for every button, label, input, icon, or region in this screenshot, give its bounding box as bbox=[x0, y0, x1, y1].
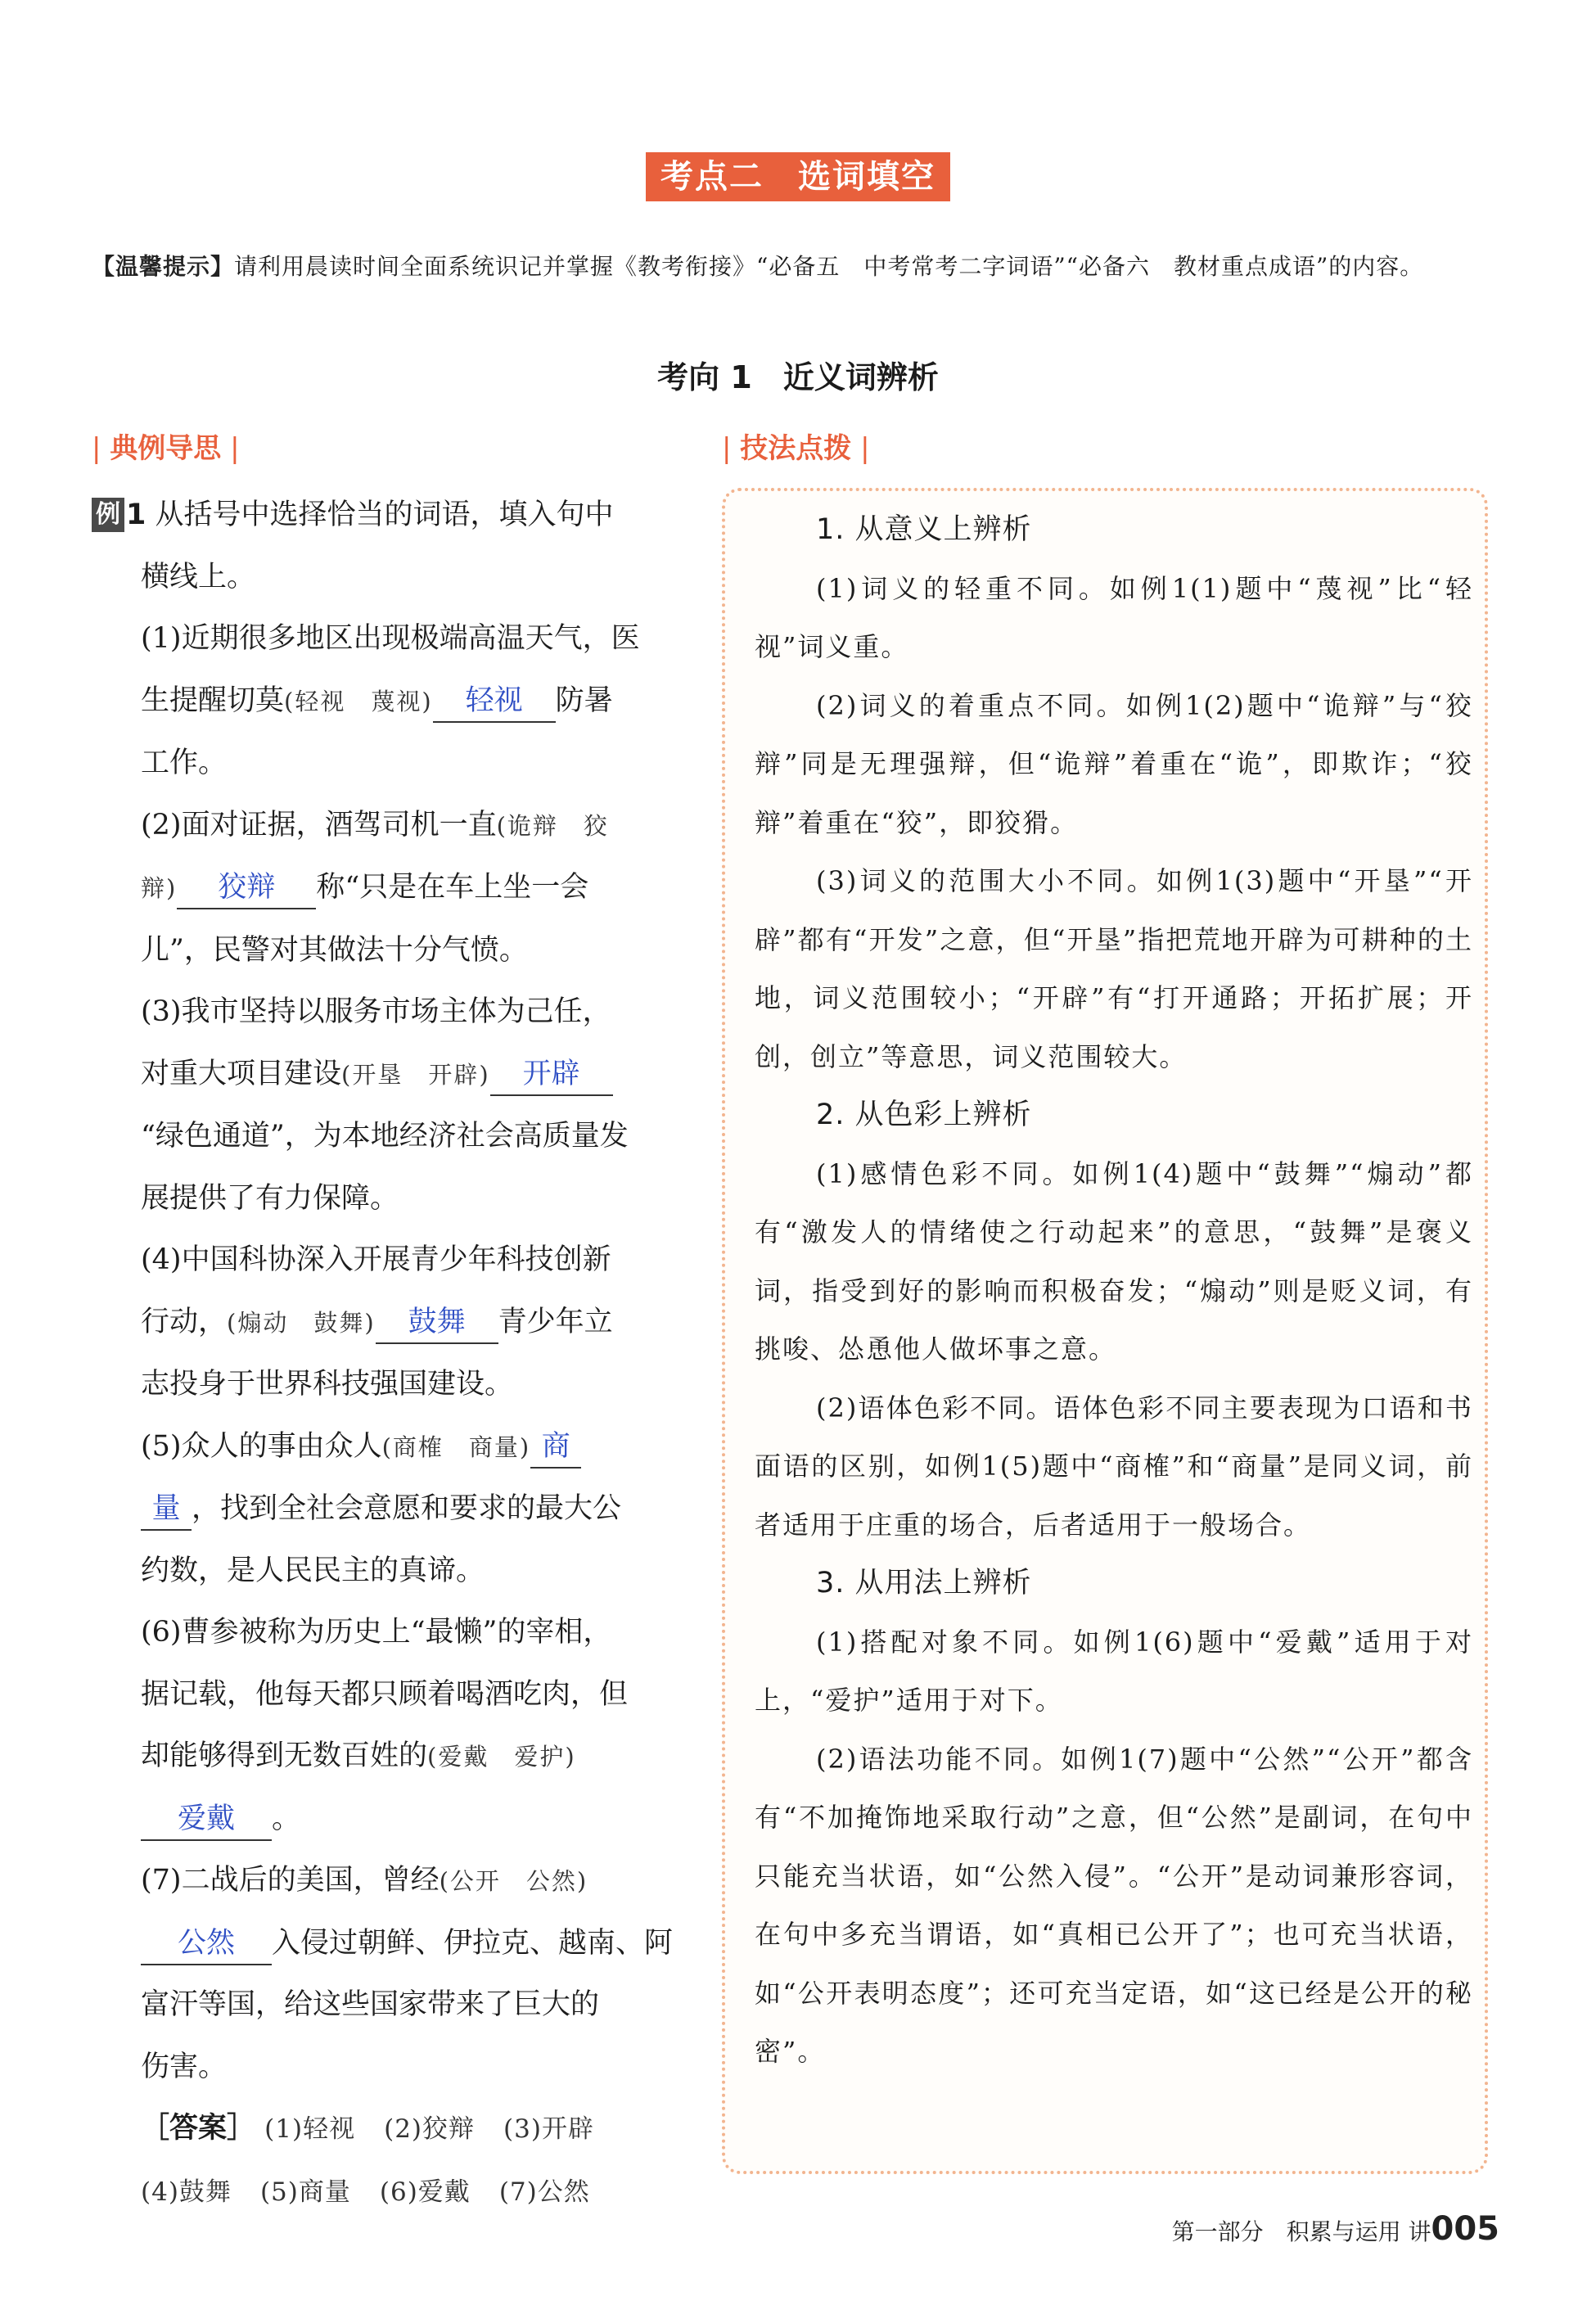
answer-item: (1)轻视 bbox=[264, 2114, 356, 2144]
skill-paragraph: (1)感情色彩不同。如例1(4)题中“鼓舞”“煽动”都有“激发人的情绪使之行动起来”的意思，“鼓舞”是褒义词，指受到好的影响而积极奋发；“煽动”则是贬义词，有挑唆、怂恿他人做坏事之意。 bbox=[755, 1157, 1473, 1365]
q5-answer-blank-b: 量 bbox=[141, 1488, 192, 1531]
example-column bbox=[92, 485, 689, 2223]
q6-line: (6)曹参被称为历史上“最懒”的宰相， bbox=[141, 1616, 612, 1649]
q4-line: (4)中国科协深入开展青少年科技创新 bbox=[141, 1243, 611, 1276]
col-left-label-text: 典例导思 bbox=[110, 432, 222, 465]
q6-line: 却能够得到无数百姓的(爱戴 爱护) bbox=[141, 1739, 576, 1772]
example-prompt-line-2: 横线上。 bbox=[141, 560, 256, 593]
q1-options: (轻视 蔑视) bbox=[284, 687, 433, 715]
example-badge: 例 bbox=[92, 498, 124, 532]
footer-lecture: 讲 bbox=[1408, 2218, 1431, 2245]
answer-item: (3)开辟 bbox=[503, 2114, 594, 2144]
page-footer bbox=[1172, 2210, 1499, 2248]
subsection-title: 考向 1 近义词辨析 bbox=[657, 359, 939, 395]
q1-line: (1)近期很多地区出现极端高温天气，医 bbox=[141, 622, 640, 655]
q6-answer-blank: 爱戴 bbox=[141, 1798, 272, 1841]
answer-line bbox=[92, 2161, 689, 2224]
q3-options: (开垦 开辟) bbox=[341, 1060, 490, 1089]
section-title: 考点二 选词填空 bbox=[646, 152, 950, 201]
skill-heading-1: 1. 从意义上辨析 bbox=[816, 513, 1032, 546]
q4-line: 行动，(煽动 鼓舞) 鼓舞 青少年立 bbox=[92, 1292, 689, 1355]
q6-line: 据记载，他每天都只顾着喝酒吃肉，但 bbox=[141, 1677, 629, 1711]
q3-line: 展提供了有力保障。 bbox=[141, 1181, 399, 1215]
q3-line: 对重大项目建设(开垦 开辟) 开辟 bbox=[92, 1044, 689, 1107]
skill-paragraph: (1)搭配对象不同。如例1(6)题中“爱戴”适用于对上，“爱护”适用于对下。 bbox=[755, 1626, 1473, 1716]
skill-heading-3: 3. 从用法上辨析 bbox=[816, 1567, 1032, 1599]
skill-heading-2: 2. 从色彩上辨析 bbox=[816, 1099, 1032, 1131]
tip-label: 【温馨提示】 bbox=[92, 253, 235, 280]
q2-options: (诡辩 狡 bbox=[496, 811, 609, 840]
q7-line: (7)二战后的美国，曾经(公开 公然) bbox=[141, 1864, 588, 1897]
q2-line: (2)面对证据，酒驾司机一直(诡辩 狡 bbox=[141, 808, 609, 841]
tip-text: 请利用晨读时间全面系统识记并掌握《教考衔接》“必备五 中考常考二字词语”“必备六 教材重点成语”的内容。 bbox=[234, 253, 1424, 280]
q3-line: (3)我市坚持以服务市场主体为己任， bbox=[141, 995, 611, 1028]
answer-item: (6)爱戴 bbox=[379, 2177, 471, 2207]
q7-line: 伤害。 bbox=[141, 2050, 228, 2083]
q3-answer-blank: 开辟 bbox=[490, 1053, 613, 1096]
skill-paragraph: (2)词义的着重点不同。如例1(2)题中“诡辩”与“狡辩”同是无理强辩，但“诡辩”着重在“诡”，即欺诈；“狡辩”着重在“狡”，即狡猾。 bbox=[755, 689, 1473, 838]
q7-options: (公开 公然) bbox=[439, 1867, 588, 1895]
q7-line: 公然 入侵过朝鲜、伊拉克、越南、阿 bbox=[92, 1913, 689, 1975]
q5-line: (5)众人的事由众人(商榷 商量) 商 bbox=[92, 1416, 689, 1479]
q1-line: 生提醒切莫(轻视 蔑视) 轻视 防暑 bbox=[92, 670, 689, 733]
footer-part: 第一部分 积累与运用 bbox=[1171, 2218, 1401, 2245]
skill-paragraph: (2)语法功能不同。如例1(7)题中“公然”“公开”都含有“不加掩饰地采取行动”之意，但“公然”是副词，在句中只能充当状语，如“公然入侵”。“公开”是动词兼形容词，在句中多充当谓语，如“真相已公开了”；也可充当状语，如“公开表明态度”；还可充当定语，如“这已经是公开的秘密”。 bbox=[755, 1743, 1473, 2067]
col-right-label-text: 技法点拨 bbox=[740, 432, 852, 465]
q1-answer-blank: 轻视 bbox=[433, 680, 556, 723]
col-right-label: | 技法点拨 | bbox=[722, 432, 870, 465]
q5-line: 量 ，找到全社会意愿和要求的最大公 bbox=[92, 1478, 689, 1541]
col-left-label: | 典例导思 | bbox=[92, 432, 240, 465]
q5-line: 约数，是人民民主的真谛。 bbox=[141, 1554, 485, 1587]
q6-options: (爱戴 爱护) bbox=[427, 1743, 576, 1771]
q5-answer-blank-a: 商 bbox=[530, 1426, 581, 1469]
skills-column bbox=[755, 501, 1473, 2082]
q1-line: 工作。 bbox=[141, 747, 228, 779]
answer-item: (5)商量 bbox=[259, 2177, 351, 2207]
example-number: 1 bbox=[126, 499, 147, 531]
q4-answer-blank: 鼓舞 bbox=[376, 1302, 498, 1344]
skill-paragraph: (1)词义的轻重不同。如例1(1)题中“蔑视”比“轻视”词义重。 bbox=[755, 572, 1473, 662]
q4-options: (煽动 鼓舞) bbox=[227, 1308, 376, 1337]
page-number: 005 bbox=[1431, 2210, 1499, 2248]
q2-line: 儿”，民警对其做法十分气愤。 bbox=[141, 933, 528, 967]
example-prompt-line-1: 例 1 从括号中选择恰当的词语，填入句中 bbox=[92, 485, 689, 547]
answer-item: (4)鼓舞 bbox=[141, 2177, 232, 2207]
answer-line bbox=[92, 2098, 689, 2161]
q6-line: 爱戴 。 bbox=[92, 1789, 689, 1851]
answer-item: (7)公然 bbox=[498, 2177, 590, 2207]
section-title-wrap bbox=[0, 152, 1596, 201]
tip-paragraph bbox=[92, 237, 1491, 296]
q5-options: (商榷 商量) bbox=[381, 1432, 531, 1461]
answer-label: ［答案］ bbox=[141, 2112, 256, 2145]
q7-answer-blank: 公然 bbox=[141, 1923, 272, 1965]
q4-line: 志投身于世界科技强国建设。 bbox=[141, 1368, 514, 1401]
q3-line: “绿色通道”，为本地经济社会高质量发 bbox=[141, 1120, 629, 1153]
q2-answer-blank: 狡辩 bbox=[177, 867, 316, 909]
skill-paragraph: (2)语体色彩不同。语体色彩不同主要表现为口语和书面语的区别，如例1(5)题中“商榷”和“商量”是同义词，前者适用于庄重的场合，后者适用于一般场合。 bbox=[755, 1392, 1473, 1541]
skill-paragraph: (3)词义的范围大小不同。如例1(3)题中“开垦”“开辟”都有“开发”之意，但“开垦”指把荒地开辟为可耕种的土地，词义范围较小；“开辟”有“打开通路；开拓扩展；开创，创立”等意思，词义范围较大。 bbox=[755, 865, 1473, 1072]
q7-line: 富汗等国，给这些国家带来了巨大的 bbox=[141, 1988, 600, 2021]
q2-line: 辩) 狡辩 称“只是在车上坐一会 bbox=[92, 857, 689, 920]
answer-item: (2)狡辩 bbox=[384, 2114, 476, 2144]
